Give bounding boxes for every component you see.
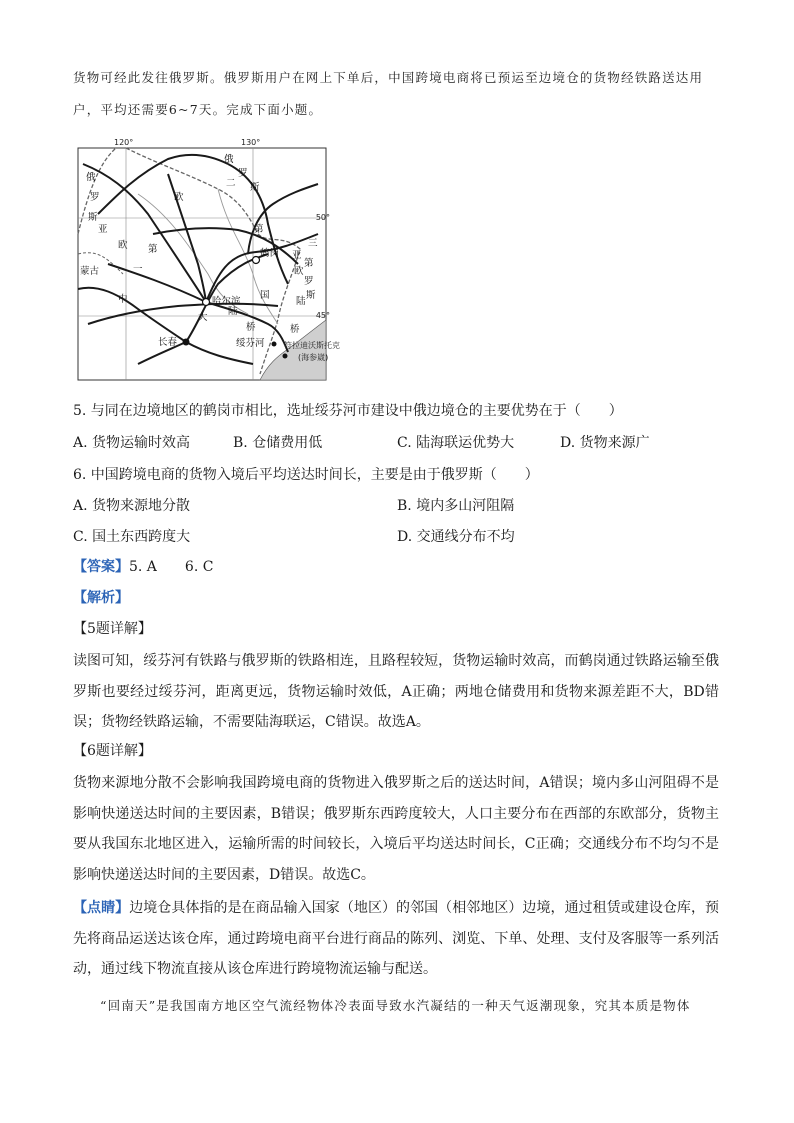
lon-label-120: 120° xyxy=(114,138,134,147)
d6-title: 【6题详解】 xyxy=(73,743,152,759)
map-bridge-char: 欧 xyxy=(174,192,184,203)
map-russia-left-char: 斯 xyxy=(88,212,98,223)
tip-tag: 【点睛】 xyxy=(73,900,130,916)
map-bridge3-char: 三 xyxy=(308,238,318,249)
harbin-marker xyxy=(203,299,210,306)
map-bridge3-char: 欧 xyxy=(294,266,304,277)
map-russia-left-char: 俄 xyxy=(86,172,96,183)
tip-text: 边境仓具体指的是在商品输入国家（地区）的邻国（相邻地区）边境，通过租赁或建设仓库，预先将商品运送达该仓库，通过跨境电商平台进行商品的陈列、浏览、下单、处理、支付及客服等一系列活动，通过线下物流直接从该仓库进行跨境物流运输与配送。 xyxy=(73,900,720,977)
map-east-char: 斯 xyxy=(306,290,316,301)
d6-text: 货物来源地分散不会影响我国跨境电商的货物进入俄罗斯之后的送达时间，A错误；境内多山河阻碍不是影响快递送达时间的主要因素，B错误；俄罗斯东西跨度较大，人口主要分布在西部的东欧部分，货物主要从我国东北地区进入，运输所需的时间较长，入境后平均送达时间长，C正确；交通线分布不均匀不是影响快递送达时间的主要因素，D错误。故选C。 xyxy=(73,775,719,883)
city-label-vladivostok: 符拉迪沃斯托克 xyxy=(284,341,340,350)
vladivostok-marker xyxy=(283,354,288,359)
map-bridge-char: 二 xyxy=(226,178,236,189)
map-label-char: 陆 xyxy=(228,306,238,317)
map-label-char: 桥 xyxy=(246,322,256,333)
answer-text: 5. A 6. C xyxy=(129,559,214,575)
next-question-intro: “回南天”是我国南方地区空气流经物体冷表面导致水汽凝结的一种天气返潮现象，究其本质是物体 xyxy=(100,998,691,1013)
changchun-marker xyxy=(183,339,190,346)
q6-option-b: B. 境内多山河阻隔 xyxy=(397,498,515,514)
answer-line xyxy=(73,556,213,576)
map-china-char: 中 xyxy=(118,294,128,305)
lat-label-45: 45° xyxy=(315,311,330,320)
map-china-char: 国 xyxy=(260,290,270,301)
map-label-char: 欧 xyxy=(118,240,128,251)
hegang-marker xyxy=(253,257,260,264)
city-label-hegang: 鹤岗 xyxy=(260,248,280,259)
q5-option-c: C. 陆海联运优势大 xyxy=(397,435,515,451)
railway-map xyxy=(78,134,340,382)
city-label-vladivostok-alt: (海参崴) xyxy=(298,353,329,362)
q6-option-a: A. 货物来源地分散 xyxy=(73,498,191,514)
map-label-char: 大 xyxy=(198,312,208,323)
q6-option-d: D. 交通线分布不均 xyxy=(397,529,515,545)
map-russia-top-char: 罗 xyxy=(238,168,248,179)
answer-tag: 【答案】 xyxy=(73,559,129,575)
intro-line-1: 货物可经此发往俄罗斯。俄罗斯用户在网上下单后，中国跨境电商将已预运至边境仓的货物经铁路送达用 xyxy=(73,70,704,85)
suifenhe-marker xyxy=(272,342,277,347)
d5-title: 【5题详解】 xyxy=(73,621,152,637)
tip-paragraph xyxy=(73,893,719,985)
city-label-changchun: 长春 xyxy=(158,337,178,348)
map-bridge3-char: 桥 xyxy=(290,324,300,335)
q5-option-b: B. 仓储费用低 xyxy=(233,435,323,451)
city-label-suifenhe: 绥芬河 xyxy=(236,338,265,349)
map-russia-left-char: 罗 xyxy=(90,192,100,203)
map-bridge3-char: 第 xyxy=(304,258,314,269)
map-mongolia: 蒙古 xyxy=(80,266,100,277)
map-label-char: 第 xyxy=(148,244,158,255)
analysis-tag: 【解析】 xyxy=(73,590,129,606)
lon-label-130: 130° xyxy=(241,138,261,147)
map-east-char: 罗 xyxy=(304,276,314,287)
map-russia-top-char: 斯 xyxy=(250,182,260,193)
map-label-char: 一 xyxy=(133,264,143,275)
q5-stem: 5. 与同在边境地区的鹤岗市相比，选址绥芬河市建设中俄边境仓的主要优势在于（ ） xyxy=(73,403,623,419)
d5-text: 读图可知，绥芬河有铁路与俄罗斯的铁路相连，且路程较短，货物运输时效高，而鹤岗通过铁路运输至俄罗斯也要经过绥芬河，距离更远，货物运输时效低，A正确；两地仓储费用和货物来源差距不大，BD错误；货物经铁路运输，不需要陆海联运，C错误。故选A。 xyxy=(73,653,719,730)
intro-line-2: 户，平均还需要6~7天。完成下面小题。 xyxy=(73,102,323,117)
map-bridge3-char: 陆 xyxy=(296,296,306,307)
map-label-char: 亚 xyxy=(98,224,108,235)
map-bridge-char: 第 xyxy=(254,224,264,235)
q6-stem: 6. 中国跨境电商的货物入境后平均送达时间长，主要是由于俄罗斯（ ） xyxy=(73,467,539,483)
map-bridge3-char: 亚 xyxy=(292,250,302,261)
q5-option-a: A. 货物运输时效高 xyxy=(73,435,191,451)
map-russia-top-char: 俄 xyxy=(224,154,234,165)
q6-option-c: C. 国土东西跨度大 xyxy=(73,529,191,545)
city-label-harbin: 哈尔滨 xyxy=(212,296,241,307)
q5-option-d: D. 货物来源广 xyxy=(560,435,650,451)
lat-label-50: 50° xyxy=(315,213,330,222)
